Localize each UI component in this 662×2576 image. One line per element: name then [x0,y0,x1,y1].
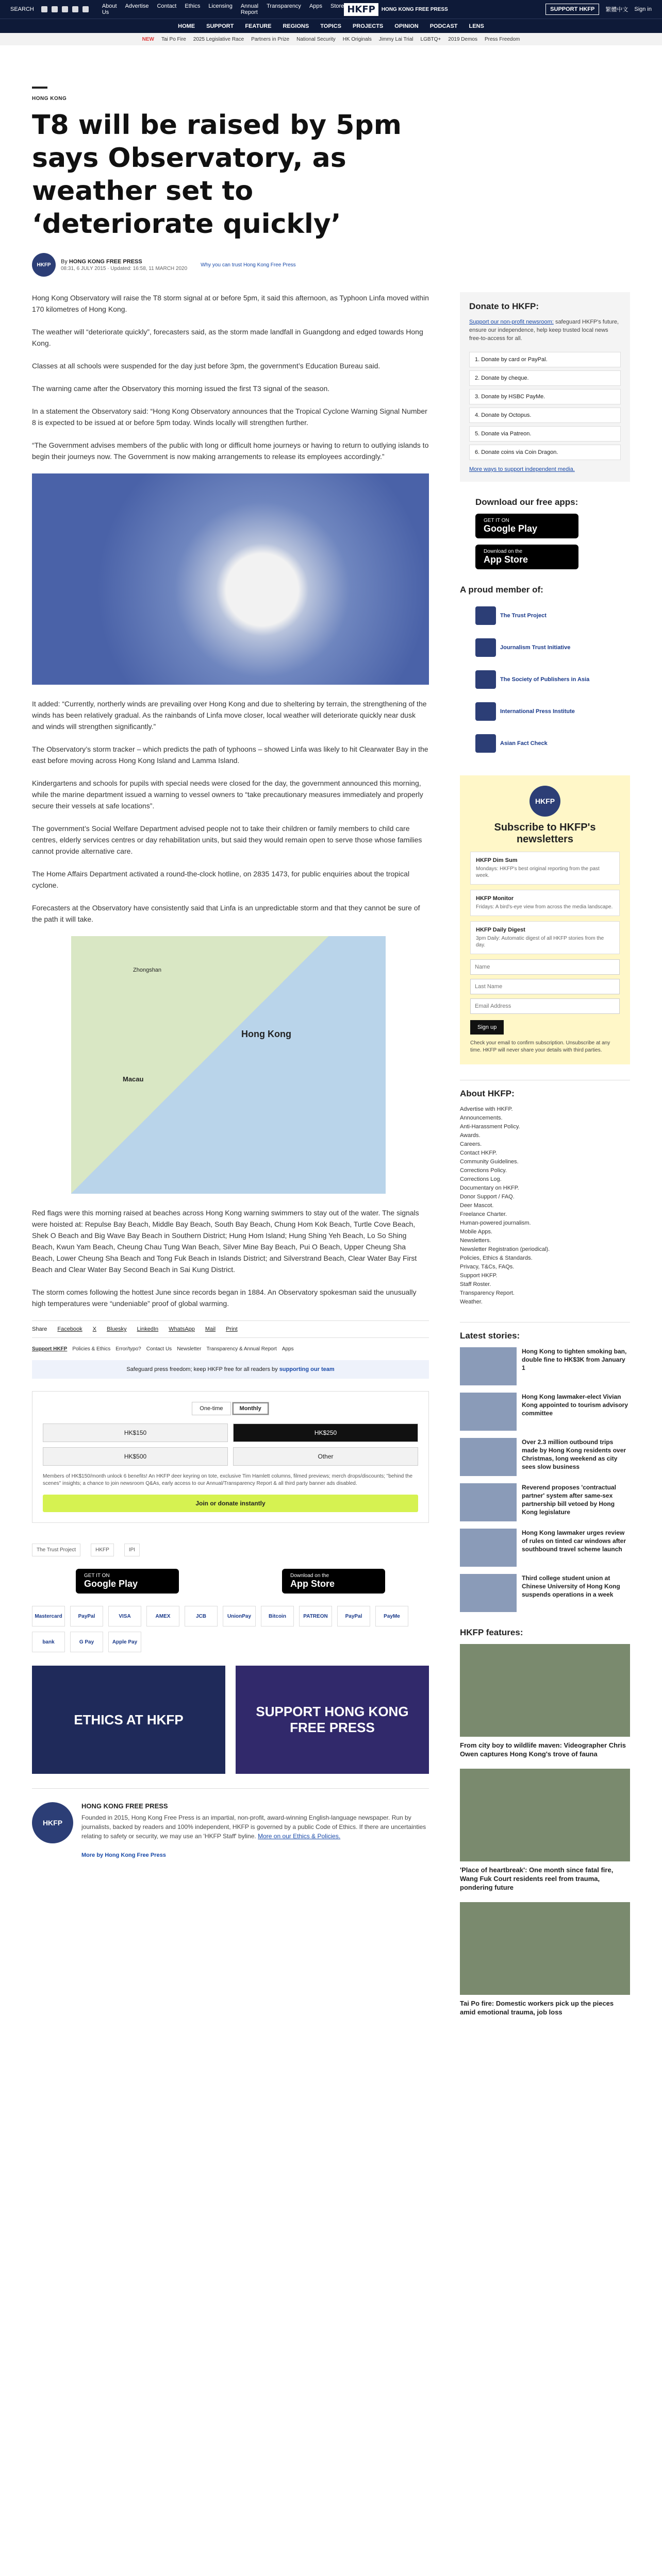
sidebar-heading: HKFP features: [460,1628,523,1637]
story-thumb [460,1483,517,1521]
amount-option[interactable]: HK$500 [43,1447,228,1466]
about-link[interactable]: Corrections Policy. [460,1167,507,1174]
press-freedom-banner [32,1360,429,1379]
about-link[interactable]: Careers. [460,1141,482,1147]
partner-logo[interactable]: HKFP [91,1544,114,1556]
member-name: International Press Institute [500,708,575,715]
author-avatar[interactable]: HKFP [32,253,56,277]
newsletter-title: Subscribe to HKFP's newsletters [494,822,596,845]
paragraph: Red flags were this morning raised at beaches across Hong Kong warning swimmers to stay out of the water. The signals were hoisted at: Repulse Bay Beach, Middle Bay Beach, South Bay Beach, Chung Hom Kok Beach, Turtle Cove Beach, Shek O Beach and Big Wave Bay Beach in Southern District; Hung Hom Island; Hung Shing Yeh Beach, Lo So Shing Beach, Kwun Yam Beach, Cheung Chau Tung Wan Beach, Silver Mine Bay Beach, Pui O Beach, Upper Cheung Sha Beach, Lower Cheung Sha Beach and Tong Fuk Beach in Islands District; and Silverstrand Beach, Clear Water Bay First Beach and Clear Water Bay Second Beach in Sai Kung District. [32,1209,419,1274]
about-link[interactable]: Contact HKFP. [460,1150,497,1156]
sidebar-heading: A proud member of: [460,585,543,595]
nav-item[interactable]: OPINION [394,23,419,29]
site-logo[interactable] [344,3,448,16]
donate-option[interactable]: 5. Donate via Patreon. [469,426,621,442]
donate-option[interactable]: 4. Donate by Octopus. [469,408,621,423]
payment-logo: UnionPay [223,1606,256,1626]
footer-link[interactable]: Policies & Ethics [72,1346,111,1352]
article-footer-links [32,1346,429,1352]
newsletter-note: Check your email to confirm subscription. Unsubscribe at any time. HKFP will never share your details with third parties. [470,1040,610,1053]
badge-small: GET IT ON [84,1573,110,1579]
share-mail[interactable]: Mail [205,1326,216,1332]
email-input[interactable] [470,998,620,1014]
trust-link[interactable]: Why you can trust Hong Kong Free Press [201,262,296,268]
support-button[interactable]: SUPPORT HKFP [545,4,599,15]
paragraph: Kindergartens and schools for pupils with special needs were closed for the day, the government announced this morning, while the marine department issued a warning to vessel owners to “take precautionary measures immediately and properly secure their vessels at safe locations”. [32,779,423,810]
badge-small: GET IT ON [484,518,509,523]
nav-item[interactable]: PODCAST [429,23,458,29]
storm-track-map [71,936,386,1194]
about-link[interactable]: Corrections Log. [460,1176,502,1182]
donate-text: safeguard HKFP's future, ensure our independence, help keep trusted local news free-to-access for all. [469,319,619,342]
share-x[interactable]: X [92,1326,97,1332]
payment-logo: Mastercard [32,1606,65,1626]
paragraph: Classes at all schools were suspended for the day just before 3pm, the government’s Education Bureau said. [32,362,380,370]
nav-item[interactable]: TOPICS [320,23,341,29]
paragraph: In a statement the Observatory said: “Hong Kong Observatory announces that the Tropical Cyclone Warning Signal Number 8 is expected to be issued at or before 5pm today. Winds locally will strengthen further. [32,407,427,427]
feature-item[interactable] [460,1769,630,1892]
x-icon[interactable] [52,6,58,12]
paragraph: Forecasters at the Observatory have consistently said that Linfa is an unpredictable storm and that they cannot be sure of the path it will take. [32,904,420,923]
donate-option[interactable]: 1. Donate by card or PayPal. [469,352,621,367]
article-body [32,292,429,2027]
author-box-avatar[interactable]: HKFP [32,1802,73,1843]
about-link[interactable]: Mobile Apps. [460,1229,492,1235]
top-link[interactable]: Apps [309,3,323,9]
member-logo[interactable] [475,700,630,723]
about-link[interactable]: Staff Roster. [460,1281,491,1287]
partner-logo[interactable]: IPI [124,1544,140,1556]
promo-banners [32,1666,429,1774]
payment-logo: JCB [185,1606,218,1626]
footer-link[interactable]: Newsletter [177,1346,202,1352]
paragraph: The warning came after the Observatory this morning issued the first T3 signal of the season. [32,384,330,393]
member-logos [460,585,630,755]
subnav-item[interactable]: HK Originals [342,36,372,42]
last-name-input[interactable] [470,979,620,994]
feature-image [460,1769,630,1861]
join-button[interactable]: Join or donate instantly [43,1495,418,1512]
subnav-item[interactable]: 2019 Demos [448,36,477,42]
latest-stories [460,1322,630,1612]
donate-option[interactable]: 2. Donate by cheque. [469,370,621,386]
payment-logo: PayPal [337,1606,370,1626]
subnav-item[interactable]: Partners in Prize [251,36,290,42]
about-link[interactable]: Donor Support / FAQ. [460,1194,515,1200]
donate-option[interactable]: 6. Donate coins via Coin Dragon. [469,445,621,460]
top-link[interactable]: Licensing [208,3,233,9]
story-thumb [460,1393,517,1431]
feature-title: 'Place of heartbreak': One month since fatal fire, Wang Fuk Court residents reel from trauma, pondering future [460,1866,614,1891]
footer-link[interactable]: Contact Us [146,1346,172,1352]
more-by-link[interactable]: More by Hong Kong Free Press [81,1852,166,1858]
story-item[interactable] [460,1347,630,1385]
payment-logo: PayMe [375,1606,408,1626]
sub-nav [0,33,662,45]
map-label: Macau [123,1075,144,1083]
subnav-item[interactable]: Tai Po Fire [161,36,186,42]
newsletter-desc: 3pm Daily: Automatic digest of all HKFP stories from the day. [476,936,604,948]
paragraph: The government’s Social Welfare Department advised people not to take their children or family members to child care centres, elderly services centres or day rehabilitation units, but said they would remain open to serve those whose families cannot provide alternative care. [32,824,422,855]
app-store-badge[interactable] [282,1569,385,1594]
support-banner[interactable]: SUPPORT HONG KONG FREE PRESS [236,1666,429,1774]
member-icon [475,606,496,625]
member-name: Asian Fact Check [500,740,548,747]
payment-logo: Bitcoin [261,1606,294,1626]
member-name: Journalism Trust Initiative [500,645,571,651]
subnav-item[interactable]: LGBTQ+ [420,36,441,42]
about-link[interactable]: Transparency Report. [460,1290,515,1296]
author-name[interactable]: HONG KONG FREE PRESS [69,258,142,265]
share-label: Share [32,1326,47,1332]
main-nav [0,19,662,33]
author-box-bio [81,1813,429,1841]
story-item[interactable] [460,1393,630,1431]
top-link[interactable]: Advertise [125,3,149,9]
map-label: Hong Kong [241,1029,291,1039]
payment-logo: AMEX [146,1606,179,1626]
feature-title: Tai Po fire: Domestic workers pick up the pieces amid emotional trauma, job loss [460,1999,614,2016]
payment-logo: G Pay [70,1632,103,1652]
top-links [102,3,344,15]
badge-small: Download on the [290,1573,329,1579]
about-link[interactable]: Advertise with HKFP. [460,1106,513,1112]
story-thumb [460,1347,517,1385]
signin-link[interactable]: Sign in [634,6,652,12]
press-text: Safeguard press freedom; keep HKFP free for all readers by [126,1366,278,1372]
about-link[interactable]: Deer Mascot. [460,1202,494,1209]
member-name: The Trust Project [500,613,547,619]
about-link[interactable]: Announcements. [460,1115,503,1121]
member-icon [475,670,496,689]
member-logo[interactable] [475,604,630,627]
about-link[interactable]: Freelance Charter. [460,1211,507,1217]
about-link[interactable]: Support HKFP. [460,1273,498,1279]
footer-link[interactable]: Apps [282,1346,294,1352]
partner-logo[interactable]: The Trust Project [32,1544,80,1556]
newsletter-desc: Fridays: A bird's-eye view from across the media landscape. [476,904,613,910]
badge-main: App Store [484,554,528,565]
ethics-link[interactable]: More on our Ethics & Policies. [258,1833,341,1840]
author-bio-text: Founded in 2015, Hong Kong Free Press is an impartial, non-profit, award-winning English-language newspaper. Run by journalists, backed by readers and 100% independent, HKFP is governed by a public Code of Ethics. If there are uncertainties relating to safety or security, we may use an 'HKFP Staff' byline. [81,1814,426,1840]
subnav-item[interactable]: Jimmy Lai Trial [378,36,413,42]
article-meta: 08:31, 6 JULY 2015 · Updated: 16:58, 11 MARCH 2020 [61,265,188,272]
amount-options [43,1423,418,1466]
paragraph: The Home Affairs Department activated a round-the-clock hotline, on 2835 1473, for public enquiries about the tropical cyclone. [32,870,410,889]
share-print[interactable]: Print [226,1326,238,1332]
youtube-icon[interactable] [72,6,78,12]
name-input[interactable] [470,959,620,975]
ethics-banner[interactable]: ETHICS AT HKFP [32,1666,225,1774]
story-title: Hong Kong lawmaker urges review of rules on tinted car windows after southbound travel scheme launch [522,1529,626,1553]
about-link[interactable]: Newsletters. [460,1238,491,1244]
story-thumb [460,1438,517,1476]
nav-item[interactable]: HOME [178,23,195,29]
story-title: Hong Kong lawmaker-elect Vivian Kong appointed to tourism advisory committee [522,1393,628,1417]
top-link[interactable]: Annual Report [240,3,259,15]
mail-icon[interactable] [82,6,89,12]
new-badge: NEW [142,36,154,42]
newsletter-desc: Mondays: HKFP's best original reporting from the past week. [476,866,600,878]
share-bluesky[interactable]: Bluesky [107,1326,127,1332]
top-link[interactable]: About Us [102,3,117,15]
social-icons [41,6,89,12]
feature-image [460,1902,630,1995]
top-link[interactable]: Store [330,3,344,9]
member-logo[interactable] [475,636,630,659]
newsletter-logo: HKFP [529,786,560,817]
freq-one-time[interactable]: One-time [192,1402,230,1415]
share-linkedin[interactable]: LinkedIn [137,1326,159,1332]
sidebar-heading: Donate to HKFP: [469,301,539,311]
story-item[interactable] [460,1438,630,1476]
about-links [460,1080,630,1307]
amount-option[interactable]: HK$250 [233,1423,418,1442]
nav-item[interactable]: LENS [469,23,484,29]
by-label: By [61,258,68,265]
about-link[interactable]: Documentary on HKFP. [460,1185,519,1191]
paragraph: The weather will “deteriorate quickly”, forecasters said, as the storm made landfall in Guangdong and edged towards Hong Kong. [32,328,423,347]
nav-item[interactable]: PROJECTS [352,23,384,29]
nav-item[interactable]: SUPPORT [206,23,234,29]
subnav-item[interactable]: Press Freedom [484,36,520,42]
feature-item[interactable] [460,1902,630,2016]
signup-button[interactable]: Sign up [470,1020,504,1035]
donate-intro-link[interactable]: Support our non-profit newsroom: [469,319,554,325]
member-logo[interactable] [475,668,630,691]
sidebar-donate [460,292,630,482]
top-link[interactable]: Contact [157,3,177,9]
paragraph: The Observatory’s storm tracker – which predicts the path of typhoons – showed Linfa was likely to hit Clearwater Bay in the east before moving across Hong Kong Island and Lamma Island. [32,745,428,765]
newsletter-name: HKFP Monitor [476,895,514,902]
paragraph: “The Government advises members of the public with long or difficult home journeys or having to return to outlying islands to begin their journeys now. The Government is now making arrangements to release its employees accordingly.” [32,441,429,461]
newsletter-option[interactable] [470,890,620,916]
feature-title: From city boy to wildlife maven: Videographer Chris Owen captures Hong Kong's trove of fauna [460,1741,626,1758]
member-logo[interactable] [475,732,630,755]
paragraph: Hong Kong Observatory will raise the T8 storm signal at or before 5pm, it said this afternoon, as Typhoon Linfa moved within 170 kilometres of Hong Kong. [32,294,429,313]
top-bar [0,0,662,19]
share-whatsapp[interactable]: WhatsApp [169,1326,195,1332]
share-bar [32,1320,429,1338]
about-link[interactable]: Human-powered journalism. [460,1220,531,1226]
about-link[interactable]: Weather. [460,1299,483,1305]
nav-item[interactable]: REGIONS [283,23,309,29]
instagram-icon[interactable] [62,6,68,12]
subnav-item[interactable]: National Security [296,36,336,42]
story-item[interactable] [460,1574,630,1612]
story-item[interactable] [460,1529,630,1567]
author-box [32,1788,429,1858]
title-rule [32,87,47,89]
newsletter-signup [460,775,630,1064]
search-link[interactable]: SEARCH [10,6,34,12]
app-store-badge[interactable] [475,545,578,569]
newsletter-name: HKFP Daily Digest [476,927,525,933]
press-link[interactable]: supporting our team [279,1366,335,1372]
newsletter-name: HKFP Dim Sum [476,857,518,863]
newsletter-option[interactable] [470,921,620,954]
freq-monthly[interactable]: Monthly [232,1402,269,1415]
newsletter-option[interactable] [470,852,620,885]
member-benefits: Members of HK$150/month unlock 6 benefits! An HKFP deer keyring on tote, exclusive Tim Hamlett columns, filmed previews; merch drops/discounts; "behind the scenes" insights; a chance to join newsroom Q&As, early access to our Annual/Transparency Report & all third party banner ads disabled. [43,1473,413,1486]
more-ways-link[interactable]: More ways to support independent media. [469,466,575,472]
story-item[interactable] [460,1483,630,1521]
sidebar-heading: Latest stories: [460,1331,520,1341]
logo-text: HONG KONG FREE PRESS [381,6,448,12]
footer-link[interactable]: Error/typo? [115,1346,141,1352]
nav-item[interactable]: FEATURE [245,23,272,29]
payment-logo: VISA [108,1606,141,1626]
payment-logo: PATREON [299,1606,332,1626]
donate-intro [469,318,621,343]
amount-option[interactable]: HK$150 [43,1423,228,1442]
paragraph: The storm comes following the hottest June since records began in 1884. An Observatory spokesman said the unusually high temperatures were “undeniable” proof of global warming. [32,1288,417,1308]
sidebar-apps [460,497,630,569]
about-link[interactable]: Awards. [460,1132,481,1139]
google-play-badge[interactable] [475,514,578,538]
payment-methods [32,1606,429,1652]
sidebar-heading: Download our free apps: [475,497,578,507]
top-link[interactable]: Transparency [267,3,301,9]
member-icon [475,734,496,753]
author-box-name[interactable]: HONG KONG FREE PRESS [81,1802,168,1810]
article-category[interactable]: HONG KONG [32,96,67,101]
feature-item[interactable] [460,1644,630,1758]
donate-option[interactable]: 3. Donate by HSBC PayMe. [469,389,621,404]
language-link[interactable]: 繁體中文 [605,7,628,13]
feature-image [460,1644,630,1737]
payment-logo: Apple Pay [108,1632,141,1652]
payment-logo: bank [32,1632,65,1652]
badge-main: Google Play [484,523,538,534]
badge-main: App Store [290,1579,335,1589]
hkfp-features [460,1628,630,2016]
article-title: T8 will be raised by 5pm says Observatory, as weather set to ‘deteriorate quickly’ [32,110,402,240]
logo-mark: HKFP [344,3,378,16]
badge-main: Google Play [84,1579,138,1589]
top-link[interactable]: Ethics [185,3,201,9]
badge-small: Download on the [484,549,523,554]
app-store-row [32,1569,429,1594]
about-link[interactable]: Community Guidelines. [460,1159,519,1165]
frequency-toggle [43,1402,418,1415]
story-title: Hong Kong to tighten smoking ban, double fine to HK$3K from January 1 [522,1348,627,1371]
share-facebook[interactable]: Facebook [57,1326,82,1332]
payment-logo: PayPal [70,1606,103,1626]
member-icon [475,638,496,657]
about-link[interactable]: Newsletter Registration (periodical). [460,1246,550,1252]
sidebar [460,292,630,2027]
story-thumb [460,1574,517,1612]
about-link[interactable]: Privacy, T&Cs, FAQs. [460,1264,515,1270]
story-title: Third college student union at Chinese University of Hong Kong suspends operations in a week [522,1574,620,1598]
subnav-item[interactable]: 2025 Legislative Race [193,36,244,42]
facebook-icon[interactable] [41,6,47,12]
about-link[interactable]: Anti-Harassment Policy. [460,1124,520,1130]
footer-link[interactable]: Transparency & Annual Report [206,1346,277,1352]
donate-widget [32,1391,429,1523]
story-title: Reverend proposes 'contractual partner' system after same-sex partnership bill vetoed by Hong Kong legislature [522,1484,616,1516]
member-icon [475,702,496,721]
map-label: Zhongshan [133,967,162,973]
footer-link[interactable]: Support HKFP [32,1346,68,1352]
satellite-image [32,473,429,685]
story-thumb [460,1529,517,1567]
story-title: Over 2.3 million outbound trips made by Hong Kong residents over Christmas, long weekend as city sees slow business [522,1438,626,1470]
amount-option[interactable]: Other [233,1447,418,1466]
about-link[interactable]: Policies, Ethics & Standards. [460,1255,533,1261]
byline [32,253,630,277]
google-play-badge[interactable] [76,1569,179,1594]
partner-logos [32,1544,429,1556]
sidebar-heading: About HKFP: [460,1089,515,1098]
member-name: The Society of Publishers in Asia [500,676,590,683]
paragraph: It added: “Currently, northerly winds are prevailing over Hong Kong and due to sheltering by terrain, the strengthening of the winds has been relatively gradual. As the rainbands of Linfa move closer, local weather will deteriorate quickly near dusk and winds will strengthen significantly.” [32,700,427,731]
